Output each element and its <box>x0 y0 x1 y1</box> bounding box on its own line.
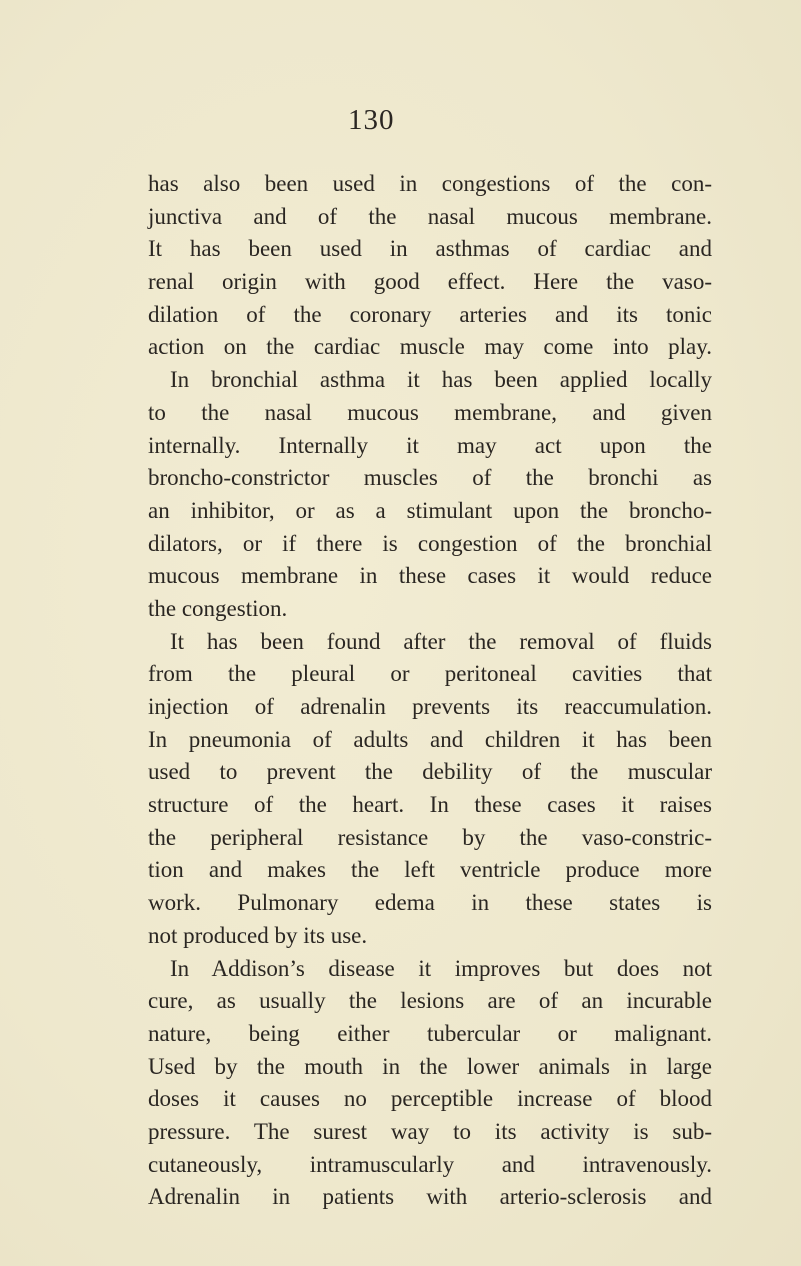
text-line: tion and makes the left ventricle produce more <box>148 857 712 883</box>
text-line: cutaneously, intramuscularly and intravenously. <box>148 1151 712 1177</box>
text-line: renal origin with good effect. Here the vaso- <box>148 269 712 295</box>
text-line: It has been found after the removal of fluids <box>170 628 712 654</box>
text-line: structure of the heart. In these cases it raises <box>148 792 712 818</box>
text-line: In Addison’s disease it improves but does not <box>170 955 712 981</box>
body-text <box>148 168 712 1214</box>
text-line: Adrenalin in patients with arterio-sclerosis and <box>148 1184 712 1210</box>
text-line: broncho-constrictor muscles of the bronchi as <box>148 465 712 491</box>
text-line: an inhibitor, or as a stimulant upon the broncho- <box>148 497 712 523</box>
page-number: 130 <box>348 104 395 136</box>
text-line: work. Pulmonary edema in these states is <box>148 890 712 916</box>
text-line: has also been used in congestions of the con- <box>148 171 712 196</box>
text-line: In bronchial asthma it has been applied locally <box>170 367 712 393</box>
text-line: nature, being either tubercular or malignant. <box>148 1020 712 1046</box>
text-line: the peripheral resistance by the vaso-constric- <box>148 824 712 850</box>
text-line: from the pleural or peritoneal cavities that <box>148 661 712 687</box>
text-line: dilators, or if there is congestion of the bronchial <box>148 530 712 556</box>
text-line: to the nasal mucous membrane, and given <box>148 399 712 425</box>
text-line: the congestion. <box>148 595 288 621</box>
text-line: not produced by its use. <box>148 922 368 948</box>
text-line: pressure. The surest way to its activity is sub- <box>148 1118 712 1144</box>
text-line: cure, as usually the lesions are of an incurable <box>148 988 712 1014</box>
text-line: mucous membrane in these cases it would reduce <box>148 563 712 589</box>
text-line: action on the cardiac muscle may come into play. <box>148 334 712 360</box>
text-line: Used by the mouth in the lower animals in large <box>148 1053 712 1079</box>
text-line: In pneumonia of adults and children it has been <box>148 726 712 752</box>
text-line: It has been used in asthmas of cardiac and <box>148 236 712 262</box>
text-line: internally. Internally it may act upon the <box>148 432 712 458</box>
text-line: doses it causes no perceptible increase of blood <box>148 1086 712 1112</box>
text-line: injection of adrenalin prevents its reaccumulation. <box>148 694 712 719</box>
text-line: used to prevent the debility of the muscular <box>148 759 712 785</box>
text-line: junctiva and of the nasal mucous membrane. <box>148 203 712 229</box>
text-line: dilation of the coronary arteries and its tonic <box>148 301 712 327</box>
